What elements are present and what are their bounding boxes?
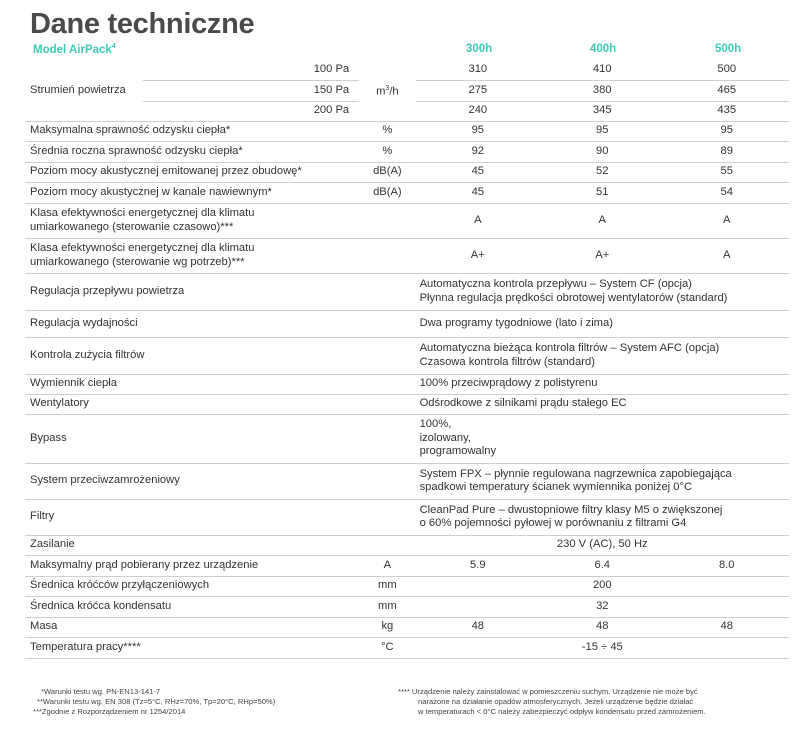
description-line: Dwa programy tygodniowe (lato i zima) (419, 316, 613, 329)
value-cell: 230 V (AC), 50 Hz (416, 535, 789, 555)
table-row (25, 617, 789, 637)
row-label: Kontrola zużycia filtrów (25, 337, 416, 374)
table-row (25, 182, 789, 203)
row-label: Regulacja przepływu powietrza (25, 273, 416, 310)
row-label-line: Klasa efektywności energetycznej dla klimatu (30, 242, 255, 254)
pressure-cell: 150 Pa (143, 80, 359, 101)
pressure-cell: 100 Pa (143, 60, 359, 80)
table-row (25, 555, 789, 576)
row-label-line: Klasa efektywności energetycznej dla klimatu (30, 207, 255, 219)
airflow-unit-base: m (376, 85, 386, 98)
value-cell: A+ (540, 238, 664, 273)
unit-cell: % (359, 121, 415, 141)
description-line: o 60% pojemności pyłowej w porównaniu z filtrami G4 (419, 517, 687, 529)
model-label: Model AirPack (33, 43, 112, 56)
table-row (25, 141, 789, 162)
row-label: Maksymalny prąd pobierany przez urządzenie (25, 555, 359, 576)
value-cell: 345 (540, 101, 664, 121)
value-cell: 200 (416, 576, 789, 596)
value-cell: 380 (540, 80, 664, 101)
footnote: **** Urządzenie należy zainstalować w pomieszczeniu suchym. Urządzenie nie może być (398, 687, 698, 696)
row-label: Średnica króćca kondensatu (25, 596, 359, 617)
description-line: spadkowi temperatury ścianek wymiennika poniżej 0°C (419, 481, 693, 493)
airflow-unit-tail: /h (389, 85, 399, 98)
unit-cell: mm (359, 596, 415, 617)
row-label (25, 203, 359, 238)
airflow-unit (359, 60, 415, 121)
row-label: Średnica króćców przyłączeniowych (25, 576, 359, 596)
unit-cell: A (359, 555, 415, 576)
value-cell: A (664, 203, 789, 238)
table-row (25, 203, 789, 238)
table-row (25, 535, 789, 555)
value-cell: 48 (664, 617, 789, 637)
table-row (25, 637, 789, 658)
row-label-line: umiarkowanego (sterowanie czasowo)*** (30, 220, 234, 233)
description-line: CleanPad Pure – dwustopniowe filtry klasy M5 o zwiększonej (419, 503, 723, 516)
value-cell: 92 (416, 141, 540, 162)
description-cell (416, 337, 789, 374)
unit-cell: kg (359, 617, 415, 637)
value-cell: 500 (664, 60, 789, 80)
value-cell: A (664, 238, 789, 273)
table-row (25, 238, 789, 273)
unit-cell (359, 238, 415, 273)
row-label: Bypass (25, 414, 416, 463)
description-line: Automatyczna bieżąca kontrola filtrów – System AFC (opcja) (419, 342, 720, 354)
value-cell: 310 (416, 60, 540, 80)
value-cell: 89 (664, 141, 789, 162)
description-line: Automatyczna kontrola przepływu – System CF (opcja) (419, 278, 692, 290)
value-cell: 95 (664, 121, 789, 141)
row-label: Wymiennik ciepła (25, 374, 416, 394)
value-cell: A (416, 203, 540, 238)
value-cell: 48 (416, 617, 540, 637)
description-line: 100% przeciwprądowy z polistyrenu (419, 377, 598, 390)
value-cell: 95 (540, 121, 664, 141)
footnote: ***Zgodnie z Rozporządzeniem nr 1254/2014 (33, 707, 186, 716)
value-cell: 275 (416, 80, 540, 101)
footnotes-left (33, 687, 275, 717)
description-cell (416, 310, 789, 337)
value-cell: 8.0 (664, 555, 789, 576)
description-cell (416, 394, 789, 414)
row-label: Regulacja wydajności (25, 310, 416, 337)
footnote: **Warunki testu wg. EN 308 (Tz=5°C, RHz=70%, Tp=20°C, RHp=50%) (37, 697, 276, 706)
model-400h-header: 400h (590, 43, 617, 55)
table-row (25, 499, 789, 535)
value-cell: 45 (416, 182, 540, 203)
value-cell: 52 (540, 162, 664, 182)
unit-cell: mm (359, 576, 415, 596)
value-cell: -15 ÷ 45 (416, 637, 789, 658)
unit-cell: dB(A) (359, 162, 415, 182)
row-label: System przeciwzamrożeniowy (25, 463, 416, 499)
model-header-label (33, 43, 116, 56)
value-cell: 90 (540, 141, 664, 162)
description-cell (416, 414, 789, 463)
table-row (25, 463, 789, 499)
model-300h-header: 300h (466, 43, 493, 55)
footnote: narażone na działanie opadów atmosferycznych. Jeżeli urządzenie będzie działać (418, 697, 694, 706)
table-row (25, 596, 789, 617)
value-cell: 45 (416, 162, 540, 182)
footnote: w temperaturach < 0°C należy zabezpieczyć odpływ kondensatu przed zamrożeniem. (418, 707, 706, 716)
value-cell: 240 (416, 101, 540, 121)
value-cell: 410 (540, 60, 664, 80)
unit-cell (359, 203, 415, 238)
row-label: Masa (25, 617, 359, 637)
table-row (25, 414, 789, 463)
row-label: Poziom mocy akustycznej emitowanej przez obudowę* (25, 162, 359, 182)
row-label: Poziom mocy akustycznej w kanale nawiewnym* (25, 182, 359, 203)
description-cell (416, 463, 789, 499)
row-label-line: umiarkowanego (sterowanie wg potrzeb)*** (30, 255, 245, 268)
row-label: Wentylatory (25, 394, 416, 414)
model-500h-header: 500h (715, 43, 742, 55)
description-line: programowalny (419, 445, 497, 458)
table-row (25, 576, 789, 596)
footnotes-right (398, 687, 706, 717)
unit-cell: % (359, 141, 415, 162)
table-row (25, 310, 789, 337)
value-cell: 465 (664, 80, 789, 101)
spec-table (25, 60, 789, 659)
description-line: 100%, (419, 418, 452, 431)
value-cell: 5.9 (416, 555, 540, 576)
description-line: Odśrodkowe z silnikami prądu stałego EC (419, 397, 627, 410)
description-cell (416, 499, 789, 535)
value-cell: 95 (416, 121, 540, 141)
table-row (25, 394, 789, 414)
description-cell (416, 374, 789, 394)
table-row (25, 273, 789, 310)
table-row (25, 162, 789, 182)
table-row (25, 374, 789, 394)
unit-cell: °C (359, 637, 415, 658)
description-line: izolowany, (419, 431, 471, 444)
description-cell (416, 273, 789, 310)
table-row (25, 121, 789, 141)
airflow-unit-sup: 3 (385, 84, 390, 92)
row-label: Zasilanie (25, 535, 416, 555)
value-cell: 48 (540, 617, 664, 637)
description-line: Czasowa kontrola filtrów (standard) (419, 355, 595, 368)
value-cell: 55 (664, 162, 789, 182)
row-label (25, 238, 359, 273)
value-cell: 32 (416, 596, 789, 617)
value-cell: 54 (664, 182, 789, 203)
footnote: *Warunki testu wg. PN-EN13-141-7 (41, 687, 161, 696)
description-line: System FPX – płynnie regulowana nagrzewnica zapobiegająca (419, 467, 732, 480)
page-title: Dane techniczne (30, 8, 255, 40)
table-row (25, 337, 789, 374)
pressure-cell: 200 Pa (143, 101, 359, 121)
row-label: Maksymalna sprawność odzysku ciepła* (25, 121, 359, 141)
airflow-label: Strumień powietrza (25, 60, 143, 121)
value-cell: 6.4 (540, 555, 664, 576)
value-cell: A+ (416, 238, 540, 273)
value-cell: 51 (540, 182, 664, 203)
unit-cell: dB(A) (359, 182, 415, 203)
row-label: Filtry (25, 499, 416, 535)
row-label: Średnia roczna sprawność odzysku ciepła* (25, 141, 359, 162)
value-cell: 435 (664, 101, 789, 121)
airflow-row (25, 60, 789, 80)
description-line: Płynna regulacja prędkości obrotowej wentylatorów (standard) (419, 291, 728, 304)
model-label-sup: 4 (111, 43, 116, 50)
row-label: Temperatura pracy**** (25, 637, 359, 658)
value-cell: A (540, 203, 664, 238)
